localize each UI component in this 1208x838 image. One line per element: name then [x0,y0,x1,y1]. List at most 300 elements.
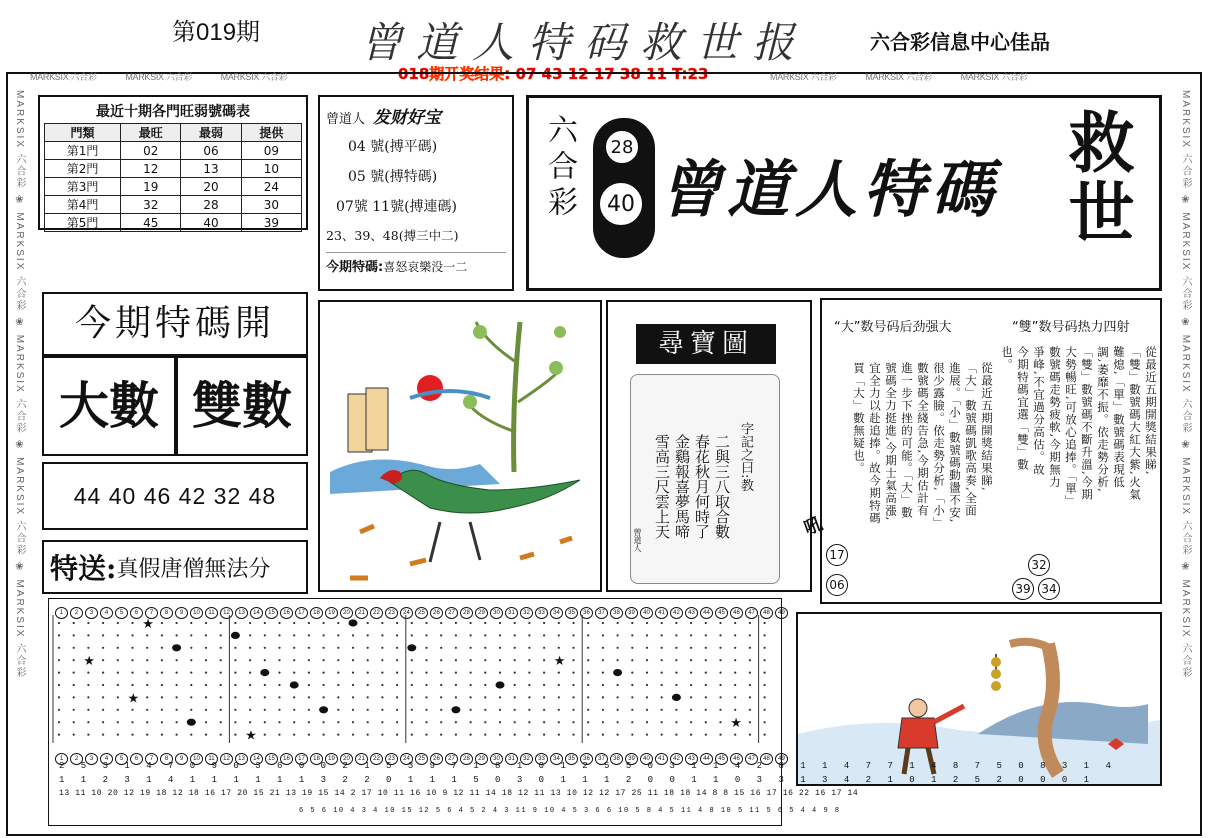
grid-dot [764,696,766,698]
grid-dot [323,659,325,661]
grid-dot [131,659,133,661]
grid-dot [646,684,648,686]
grid-dot [337,684,339,686]
grid-dot [117,647,119,649]
grid-dot [661,647,663,649]
grid-dot [146,659,148,661]
grid-dot [323,647,325,649]
grid-dot [425,709,427,711]
grid-dot [617,684,619,686]
grid-dot [381,696,383,698]
grid-dot [425,634,427,636]
grid-number-ball: 39 [625,607,638,619]
grid-number-ball: 35 [565,607,578,619]
watermark-left: MARKSIX 六合彩 ❀ MARKSIX 六合彩 ❀ MARKSIX 六合彩 ❀ MARKSIX 六合彩 ❀ MARKSIX 六合彩 [14,90,25,680]
grid-dot [411,634,413,636]
grid-number-ball: 24 [400,753,413,765]
grid-dot [543,721,545,723]
grid-dot [470,647,472,649]
grid-dot [587,684,589,686]
analysis-right-line: 爭峰,不宜過分高估。故 [1032,346,1046,476]
number-trend-grid [48,598,1117,826]
grid-dot [234,684,236,686]
grid-dot [176,696,178,698]
grid-dot [293,659,295,661]
grid-dot [293,672,295,674]
grid-dot [337,622,339,624]
grid-number-ball: 8 [160,753,173,765]
grid-dot [572,709,574,711]
grid-dot [734,672,736,674]
grid-mark [319,706,328,713]
grid-dot [58,709,60,711]
grid-dot [602,672,604,674]
grid-dot [719,647,721,649]
grid-dot [102,696,104,698]
grid-dot [661,622,663,624]
special-open-title-box [42,292,308,356]
grid-dot [558,696,560,698]
tips-line-1: 04 號(搏平碼) [348,139,438,155]
grid-number-ball: 29 [475,607,488,619]
grid-dot [602,709,604,711]
grid-dot [602,647,604,649]
grid-dot [308,709,310,711]
grid-mark [290,681,299,688]
grid-dot [367,647,369,649]
grid-dot [352,647,354,649]
pheasant-icon [320,302,600,590]
treasure-poem-sign: 曾道人 [633,528,642,552]
analysis-left-line: 很少露臉。依走勢分析,「小」 [932,362,946,530]
grid-dot [117,672,119,674]
grid-star: ★ [553,654,566,670]
grid-dot [161,672,163,674]
grid-dot [323,622,325,624]
grid-dot [470,721,472,723]
grid-dot [764,709,766,711]
grid-dot [146,721,148,723]
grid-number-ball: 48 [760,753,773,765]
special-open-big-box [42,356,176,456]
grid-dot [440,721,442,723]
grid-number-ball: 5 [115,753,128,765]
grid-dot [631,696,633,698]
analysis-right-text [998,346,1158,566]
grid-dot [749,659,751,661]
grid-dot [176,622,178,624]
hot-table-header-3: 提供 [241,124,301,142]
grid-dot [117,622,119,624]
grid-dot [455,734,457,736]
banner-side-text: 六合彩 [542,114,577,222]
grid-dot [220,622,222,624]
grid-dot [425,721,427,723]
grid-dot [352,634,354,636]
grid-mark [496,681,505,688]
grid-dot [719,672,721,674]
grid-dot [249,634,251,636]
grid-number-ball: 21 [355,753,368,765]
grid-number-ball: 31 [505,607,518,619]
grid-dot [308,647,310,649]
grid-dot [58,659,60,661]
grid-number-ball: 23 [385,607,398,619]
tips-special-value: 喜怒哀樂没一二 [383,260,468,274]
grid-dot [117,734,119,736]
grid-dot [514,622,516,624]
grid-dot [220,696,222,698]
grid-dot [73,659,75,661]
grid-dot [425,734,427,736]
grid-number-ball: 37 [595,607,608,619]
grid-dot [323,634,325,636]
grid-dot [161,734,163,736]
grid-dot [323,672,325,674]
grid-dot [587,659,589,661]
hot-table-cell: 02 [121,142,181,160]
grid-dot [411,734,413,736]
grid-dot [87,709,89,711]
grid-number-ball: 17 [295,607,308,619]
grid-dot [675,672,677,674]
grid-number-ball: 45 [715,607,728,619]
grid-dot [587,721,589,723]
grid-dot [161,659,163,661]
grid-dot [631,647,633,649]
grid-dot [161,709,163,711]
grid-dot [278,647,280,649]
grid-dot [602,734,604,736]
grid-dot [440,696,442,698]
grid-dot [528,659,530,661]
analysis-box [820,298,1162,604]
grid-dot [352,709,354,711]
grid-dot [102,734,104,736]
grid-dot [690,709,692,711]
grid-dot [190,647,192,649]
grid-dot [572,696,574,698]
grid-dot [220,721,222,723]
grid-number-ball: 2 [70,607,83,619]
grid-dot [661,634,663,636]
grid-dot [131,647,133,649]
grid-dot [617,659,619,661]
treasure-poem-1: 二與三八取合數 [713,434,731,539]
grid-dot [661,721,663,723]
grid-dot [293,696,295,698]
hot-table-cell: 第1門 [45,142,121,160]
grid-dot [734,622,736,624]
grid-mark [672,694,681,701]
grid-dot [514,696,516,698]
analysis-left-line: 買「大」數無疑也。 [852,362,866,475]
grid-dot [293,634,295,636]
grid-dot [73,634,75,636]
grid-dot [528,721,530,723]
grid-dot [264,721,266,723]
grid-dot [499,696,501,698]
grid-number-ball: 22 [370,753,383,765]
grid-dot [58,684,60,686]
grid-dot [528,734,530,736]
grid-dot [58,721,60,723]
grid-number-ball: 30 [490,753,503,765]
special-even-label: 雙數 [192,376,292,435]
grid-number-ball: 29 [475,753,488,765]
analysis-right-line: 難熄,「單」數號碼表現低 [1112,346,1126,489]
grid-dot [719,734,721,736]
grid-dot [190,659,192,661]
hot-table-header-1: 最旺 [121,124,181,142]
grid-dot [205,622,207,624]
grid-dot [543,696,545,698]
grid-dot [734,634,736,636]
grid-dot [514,734,516,736]
grid-dot [484,696,486,698]
grid-dot [205,696,207,698]
grid-dot [617,647,619,649]
grid-dot [470,696,472,698]
grid-dot [102,672,104,674]
hot-table-cell: 10 [241,160,301,178]
grid-dot [558,709,560,711]
grid-dot [558,721,560,723]
grid-dot [58,734,60,736]
grid-dot [455,696,457,698]
grid-dot [470,659,472,661]
grid-dot [131,634,133,636]
grid-number-ball: 34 [550,607,563,619]
grid-dot [161,684,163,686]
grid-dot [131,684,133,686]
analysis-circle-34: 34 [1038,578,1060,600]
grid-number-ball: 47 [745,607,758,619]
grid-dot [749,721,751,723]
grid-dot [543,734,545,736]
grid-number-ball: 19 [325,753,338,765]
tips-line-3: 07號 11號(搏連碼) [336,199,458,215]
grid-dot [470,672,472,674]
grid-dot [396,696,398,698]
analysis-right-line: 調,萎靡不振。依走勢分析, [1096,346,1110,493]
grid-dot [205,684,207,686]
shout-glyph: 吼 [801,513,826,540]
grid-dot [764,721,766,723]
hot-table-cell: 第4門 [45,196,121,214]
grid-dot [264,684,266,686]
grid-dot [205,734,207,736]
grid-dot [425,647,427,649]
banner-ball-2: 40 [599,182,643,226]
special-numbers-box [42,462,308,530]
analysis-left-line: 號碼全力挺進,今期士氣高漲, [884,362,898,522]
grid-dot [220,709,222,711]
grid-mark [260,669,269,676]
grid-dot [117,709,119,711]
grid-dot [249,647,251,649]
grid-dot [602,696,604,698]
grid-number-ball: 11 [205,753,218,765]
grid-dot [617,634,619,636]
treasure-map-title: 尋寶圖 [636,324,776,364]
grid-dot [705,622,707,624]
grid-number-ball: 26 [430,753,443,765]
grid-dot [617,622,619,624]
grid-dot [749,709,751,711]
grid-dot [117,659,119,661]
hot-table-cell: 13 [181,160,241,178]
grid-dot [337,647,339,649]
grid-mark [187,719,196,726]
grid-dot [617,696,619,698]
grid-dot [646,721,648,723]
grid-dot [249,709,251,711]
last-result-banner: 018期开奖结果: 07 43 12 17 38 11 T:23 [398,65,709,83]
grid-dot [220,647,222,649]
grid-dot [308,622,310,624]
grid-dot [73,684,75,686]
grid-dot [176,672,178,674]
grid-dot [543,634,545,636]
grid-number-ball: 11 [205,607,218,619]
grid-dot [470,684,472,686]
grid-row-1: 2 5 3 1 4 7 0 9 0 3 6 0 0 2 1 5 3 9 7 1 8 1 0 1 2 5 5 0 3 1 1 4 2 8 1 1 4 7 7 1 4 8 7 5 0 8 3 1 4 [59,761,1117,771]
grid-number-ball: 17 [295,753,308,765]
grid-dot [131,721,133,723]
grid-dot [220,734,222,736]
grid-dot [764,684,766,686]
grid-dot [749,647,751,649]
grid-dot [455,647,457,649]
grid-dot [367,721,369,723]
grid-dot [352,734,354,736]
grid-dot [484,684,486,686]
grid-dot [264,709,266,711]
grid-dot [572,622,574,624]
grid-dot [602,622,604,624]
grid-number-ball: 25 [415,753,428,765]
grid-dot [249,696,251,698]
grid-number-ball: 47 [745,753,758,765]
analysis-left-line: 從最近五期開獎結果睇, [980,362,994,492]
grid-dot [661,684,663,686]
grid-dot [764,622,766,624]
grid-dot [396,721,398,723]
issue-number: 第019期 [172,19,261,46]
grid-dot [205,721,207,723]
grid-dot [146,634,148,636]
analysis-left-line: 進展。「小」數號碼動盪不安, [948,362,962,524]
grid-dot [337,696,339,698]
grid-number-ball: 45 [715,753,728,765]
grid-star: ★ [127,691,140,707]
treasure-poem-2: 春花秋月何時了 [693,434,711,539]
grid-dot [440,684,442,686]
grid-number-ball: 15 [265,753,278,765]
grid-dot [323,696,325,698]
grid-dot [278,734,280,736]
grid-dot [572,734,574,736]
grid-dot [734,647,736,649]
grid-number-ball: 9 [175,753,188,765]
grid-dot [176,721,178,723]
grid-star: ★ [730,716,742,732]
grid-dot [190,696,192,698]
grid-dot [337,659,339,661]
special-big-label: 大數 [59,376,159,435]
grid-dot [411,721,413,723]
grid-dot [278,709,280,711]
grid-dot [587,672,589,674]
hot-table-header-2: 最弱 [181,124,241,142]
grid-dot [102,622,104,624]
grid-number-ball: 27 [445,607,458,619]
grid-dot [719,622,721,624]
grid-dot [308,634,310,636]
analysis-circle-06: 06 [826,574,848,596]
grid-dot [117,684,119,686]
grid-mark [407,644,416,651]
grid-number-ball: 46 [730,607,743,619]
grid-row-4: 6 5 6 10 4 3 4 10 15 12 5 6 4 5 2 4 3 11 9 10 4 5 3 6 6 10 5 8 4 5 11 4 8 10 5 11 5 6 5 4 4 9 8 [299,807,841,815]
analysis-left-line: 宜全力以赴追捧。故今期特碼 [868,362,882,525]
analysis-left-line: 數號碼全綫告急,今期估計有 [916,362,930,517]
grid-dot [131,734,133,736]
grid-dot [411,696,413,698]
grid-dot [117,634,119,636]
grid-number-ball: 13 [235,753,248,765]
grid-number-ball: 30 [490,607,503,619]
grid-number-ball: 16 [280,753,293,765]
grid-dot [87,647,89,649]
grid-number-ball: 46 [730,753,743,765]
grid-dot [661,734,663,736]
hot-table-row [45,160,302,178]
grid-number-ball: 41 [655,753,668,765]
grid-dot [293,647,295,649]
grid-dot [734,659,736,661]
grid-dot [690,672,692,674]
analysis-circle-17: 17 [826,544,848,566]
grid-number-ball: 15 [265,607,278,619]
grid-dot [572,634,574,636]
grid-dot [749,672,751,674]
grid-dot [484,622,486,624]
grid-number-ball: 7 [145,753,158,765]
grid-dot [484,709,486,711]
grid-number-ball: 18 [310,607,323,619]
grid-star: ★ [83,654,96,670]
grid-number-ball: 27 [445,753,458,765]
header-subtitle: 六合彩信息中心佳品 [870,30,1050,54]
pheasant-illustration [318,300,602,592]
analysis-right-line: 從最近五期開獎結果睇, [1144,346,1158,476]
grid-dot [131,672,133,674]
grid-dot [323,684,325,686]
grid-dot [58,622,60,624]
grid-dot [264,734,266,736]
grid-dot [764,647,766,649]
grid-dot [631,709,633,711]
grid-dot [234,622,236,624]
grid-dot [705,672,707,674]
grid-dot [396,734,398,736]
grid-dot [367,684,369,686]
grid-dot [146,647,148,649]
grid-dot [470,634,472,636]
grid-dot [352,721,354,723]
